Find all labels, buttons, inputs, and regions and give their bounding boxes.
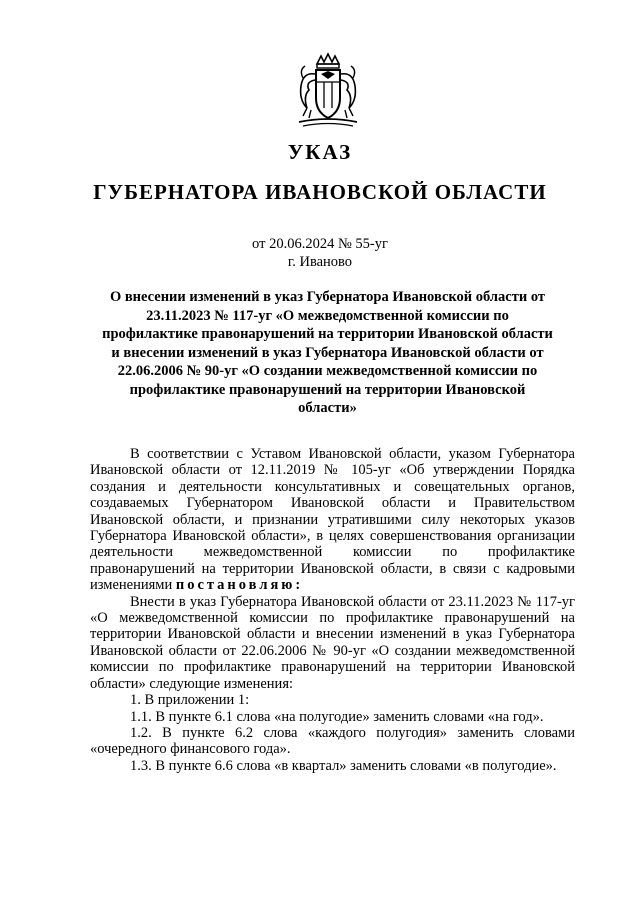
document-body	[90, 446, 575, 774]
paragraph-1: Внести в указ Губернатора Ивановской области от 23.11.2023 № 117-уг «О межведомственной комиссии по профилактике правонарушений на территории Ивановской области и внесении изменений в указ Губернатора Ивановской области от 22.06.2006 № 90-уг «О создании межведомственной комиссии по профилактике правонарушений на территории Ивановской области» следующие изменения:	[90, 593, 575, 692]
date-number: от 20.06.2024 № 55-уг	[252, 236, 388, 252]
document-title: О внесении изменений в указ Губернатора Ивановской области от 23.11.2023 № 117-уг «О межведомственной комиссии по профилактике правонарушений на территории Ивановской области и внесении изменений в указ Губернатора Ивановской области от 22.06.2006 № 90-уг «О создании межведомственной комиссии по профилактике правонарушений на территории Ивановской области»	[102, 289, 553, 416]
document-meta	[0, 235, 640, 271]
paragraph-5: 1.3. В пункте 6.6 слова «в квартал» заменить словами «в полугодие».	[130, 757, 557, 774]
paragraph-2: 1. В приложении 1:	[130, 692, 250, 709]
decree-word: постановляю:	[175, 577, 304, 594]
coat-of-arms-icon	[293, 52, 363, 132]
city: г. Иваново	[287, 254, 353, 270]
paragraph-3: 1.1. В пункте 6.1 слова «на полугодие» заменить словами «на год».	[130, 708, 544, 725]
preamble-text: В соответствии с Уставом Ивановской области, указом Губернатора Ивановской области от 12.11.2019 № 105-уг «Об утверждении Порядка создания и деятельности консультативных и совещательных органов, создаваемых Губернатором Ивановской области и Правительством Ивановской области, и признании утратившими силу некоторых указов Губернатора Ивановской области», в целях совершенствования организации деятельности межведомственной комиссии по профилактике правонарушений на территории Ивановской области, в связи с кадровыми изменениями	[90, 446, 575, 594]
preamble-paragraph	[90, 446, 575, 594]
paragraph-4: 1.2. В пункте 6.2 слова «каждого полугодия» заменить словами «очередного финансового года».	[90, 724, 575, 758]
document-type-heading: УКАЗ	[287, 140, 353, 164]
issuer-heading: ГУБЕРНАТОРА ИВАНОВСКОЙ ОБЛАСТИ	[93, 180, 547, 204]
